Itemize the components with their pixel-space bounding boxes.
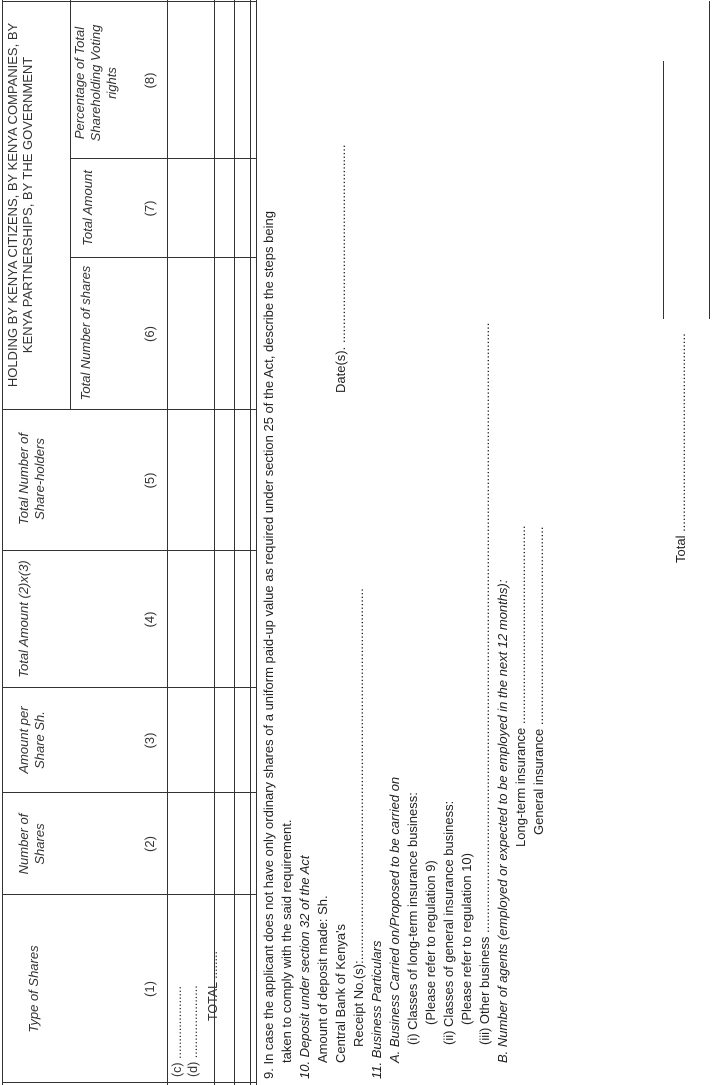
header-total-amount: Total Amount (2)x(3) (16, 560, 31, 678)
col-border-2 (2, 792, 256, 793)
item11-a-i-ref: (Please refer to regulation 9) (423, 860, 438, 1025)
col-border-5 (2, 409, 256, 410)
item10-title: 10. Deposit under section 32 of the Act (297, 855, 312, 1079)
item10-amount: Amount of deposit made: Sh. (315, 895, 330, 1063)
row-divider-2 (214, 0, 215, 1085)
col-border-7 (70, 158, 256, 159)
item11-a-i: (i) Classes of long-term insurance business: (405, 792, 420, 1045)
table-bottom-border (250, 0, 251, 1085)
item11-title: 11. Business Particulars (369, 940, 384, 1079)
row-divider-3 (234, 0, 235, 1085)
blank-line-2 (709, 1, 710, 319)
header-amount-per-share: Amount per Share Sh. (16, 706, 47, 774)
item9-text-line2: taken to comply with the said requirement. (279, 819, 294, 1063)
header-total-shareholders: Total Number of Share-holders (16, 433, 47, 526)
header-total-amount-holding: Total Amount (80, 170, 95, 246)
header-total-number-shares: Total Number of shares (78, 265, 93, 401)
table-row-total-label: TOTAL ........ (206, 951, 220, 1021)
item11-a-ii: (ii) Classes of general insurance business: (441, 800, 456, 1045)
item11-section-a: A. Business Carried on/Proposed to be carried on (387, 776, 402, 1063)
item11-a-iii: (iii) Other business ......................................................................................................................................................................... (477, 322, 492, 1045)
table-top-border (2, 0, 3, 1085)
item10-cbk: Central Bank of Kenya's (333, 923, 348, 1063)
col-number-6: (6) (142, 326, 157, 342)
item11-long-term: Long-term insurance ....................................................... (513, 525, 528, 847)
col-border-6 (70, 257, 256, 258)
item11-a-ii-ref: (Please refer to regulation 10) (459, 853, 474, 1025)
col-number-3: (3) (142, 732, 157, 749)
table-row-d-label: (d) ..................... (186, 985, 200, 1077)
item10-dates: Date(s). ....................................................... (333, 144, 348, 393)
header-holding-group: HOLDING BY KENYA CITIZENS, BY KENYA COMPANIES, BY KENYA PARTNERSHIPS, BY THE GOVERNMENT (5, 22, 35, 388)
row-divider-1 (167, 0, 168, 1085)
col-number-5: (5) (142, 472, 157, 489)
table-row-c-label: (c) ..................... (170, 986, 184, 1077)
col-number-1: (1) (142, 981, 157, 997)
table-bottom-double-border (256, 0, 257, 1085)
item11-section-b: B. Number of agents (employed or expected to be employed in the next 12 months): (495, 579, 510, 1063)
header-number-of-shares: Number of Shares (16, 813, 47, 875)
header-percentage: Percentage of Total Shareholding Voting rights (72, 24, 119, 142)
item11-general: General insurance ....................................................... (531, 526, 546, 835)
col-number-8: (8) (142, 72, 157, 89)
col-number-2: (2) (142, 836, 157, 852)
col-number-4: (4) (142, 611, 157, 628)
item11-total: Total ....................................................... (673, 333, 688, 563)
blank-line-1 (663, 61, 664, 319)
item9-text-line1: 9. In case the applicant does not have only ordinary shares of a uniform paid-up value as required under section 25 of the Act, describe the steps being (261, 211, 276, 1079)
col-border-4 (2, 550, 256, 551)
col-number-7: (7) (142, 200, 157, 217)
col-border-8 (2, 1, 256, 2)
group-divider (70, 0, 71, 410)
col-border-3 (2, 687, 256, 688)
item10-receipt: Receipt No.(s):....................................................................................................... (351, 588, 366, 1047)
header-type-of-shares: Type of Shares (26, 945, 41, 1033)
